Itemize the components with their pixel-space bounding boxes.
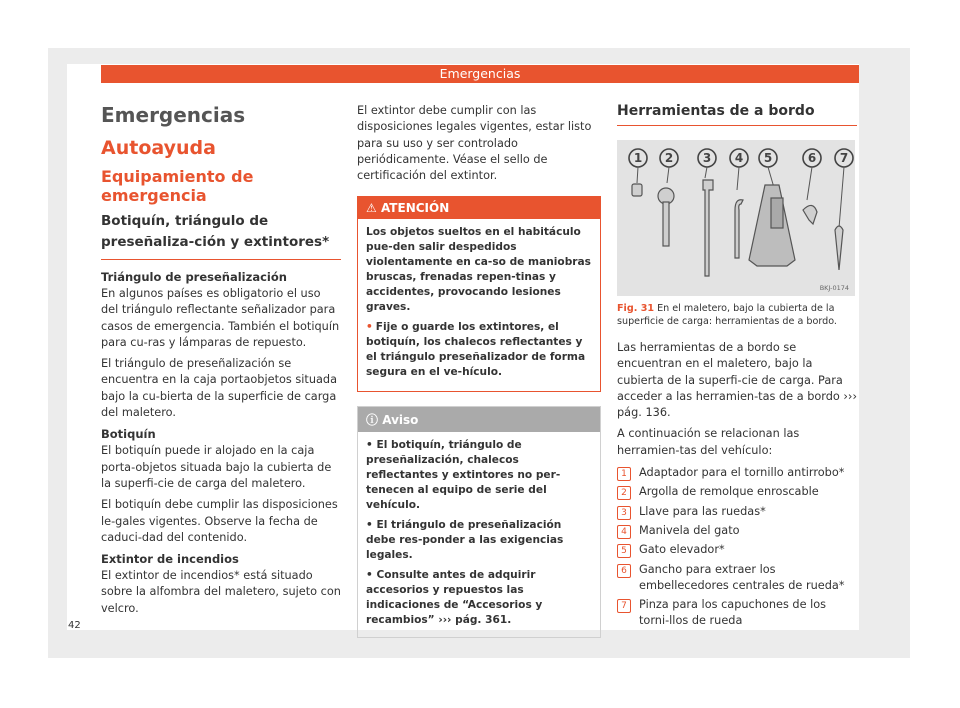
subheading-first-aid: Botiquín — [101, 427, 156, 442]
list-item — [617, 523, 857, 539]
figure-number: Fig. 31 — [617, 303, 655, 314]
list-item — [617, 562, 857, 595]
warning-text: Los objetos sueltos en el habitáculo pue-den salir despedidos violentamente en ca-so de maniobras bruscas, frenadas repen-tinas y accidentes, provocando lesiones graves. — [366, 226, 591, 314]
paragraph: El botiquín debe cumplir las disposiciones le-gales vigentes. Observe la fecha de caduci-dad del contenido. — [101, 498, 338, 544]
topic-title: Botiquín, triángulo de preseñaliza-ción y extintores* — [101, 213, 330, 250]
chapter-title: Emergencias — [101, 103, 246, 127]
section-title: Autoayuda — [101, 137, 216, 159]
note-item: • El botiquín, triángulo de preseñalización, chalecos reflectantes y extintores no per-tenecen al equipo de serie del vehículo. — [366, 439, 561, 512]
item-number-badge: 7 — [617, 599, 631, 613]
item-text: Manivela del gato — [639, 523, 740, 537]
note-box — [357, 406, 601, 638]
bullet-icon: • — [366, 321, 373, 334]
caption-text: En el maletero, bajo la cubierta de la superficie de carga: herramientas de a bordo. — [617, 303, 837, 327]
subheading-triangle: Triángulo de preseñalización — [101, 270, 287, 284]
callout-label: 5 — [763, 151, 773, 165]
callout-label: 1 — [633, 151, 643, 165]
anti-theft-adapter-icon — [632, 184, 642, 196]
callout-label: 7 — [839, 151, 849, 165]
tools-title: Herramientas de a bordo — [617, 103, 857, 126]
subheading-extinguisher: Extintor de incendios — [101, 552, 239, 567]
tow-ring-shaft-icon — [663, 202, 669, 246]
note-header — [358, 407, 600, 432]
note-body — [358, 432, 600, 637]
page-header: Emergencias — [101, 65, 859, 83]
divider — [101, 259, 341, 260]
callout-label: 2 — [664, 151, 674, 165]
warning-icon: ⚠ — [366, 201, 377, 216]
list-item — [617, 465, 857, 481]
tools-figure — [617, 140, 855, 296]
paragraph: Las herramientas de a bordo se encuentran en el maletero, bajo la cubierta de la superfi-cie de carga. Para acceder a las herramien-tas de a bordo ››› pág. 136. — [617, 341, 857, 420]
item-number-badge: 5 — [617, 544, 631, 558]
column-right — [617, 103, 857, 633]
callout-label: 4 — [734, 151, 744, 165]
item-text: Llave para las ruedas* — [639, 504, 766, 518]
note-item: • Consulte antes de adquirir accesorios y repuestos las indicaciones de “Accesorios y recambios” ››› pág. 361. — [366, 569, 543, 627]
paragraph: A continuación se relacionan las herramien-tas del vehículo: — [617, 427, 800, 457]
list-item — [617, 504, 857, 520]
note-title: Aviso — [382, 413, 419, 428]
page-number: 42 — [68, 620, 81, 631]
paragraph: El extintor debe cumplir con las disposiciones legales vigentes, estar listo para su uso y ser controlado periódicamente. Véase el sello de certificación del extintor. — [357, 104, 592, 183]
car-jack-plate-icon — [771, 198, 783, 228]
note-item-text: Consulte antes de adquirir accesorios y repuestos las indicaciones de “Accesorios y recambios” ››› pág. 361. — [366, 569, 543, 627]
tool-list — [617, 465, 857, 630]
warning-bullet-text: Fije o guarde los extintores, el botiquín, los chalecos reflectantes y el triángulo preseñalizador de forma segura en el ve-hículo. — [366, 321, 586, 379]
warning-title: ATENCIÓN — [380, 201, 450, 216]
item-number-badge: 2 — [617, 486, 631, 500]
item-text: Adaptador para el tornillo antirrobo* — [639, 466, 845, 480]
note-item: • El triángulo de preseñalización debe res-ponder a las exigencias legales. — [366, 519, 564, 562]
item-text: Gato elevador* — [639, 543, 725, 557]
item-text: Argolla de remolque enroscable — [639, 485, 819, 499]
item-number-badge: 6 — [617, 564, 631, 578]
info-icon: ⓘ — [366, 413, 379, 428]
callout-label: 3 — [702, 151, 712, 165]
column-left — [101, 103, 341, 622]
subsection-title: Equipamiento de emergencia — [101, 167, 254, 205]
item-text: Gancho para extraer los embellecedores centrales de rueda* — [639, 562, 845, 592]
item-number-badge: 3 — [617, 506, 631, 520]
warning-bullet-item — [366, 320, 592, 380]
list-item — [617, 484, 857, 500]
warning-header — [358, 197, 600, 219]
list-item — [617, 542, 857, 558]
item-number-badge: 4 — [617, 525, 631, 539]
warning-body — [358, 219, 600, 391]
column-middle — [357, 103, 601, 638]
note-item-text: El botiquín, triángulo de preseñalización, chalecos reflectantes y extintores no per-tenecen al equipo de serie del vehículo. — [366, 439, 561, 512]
note-item-text: El triángulo de preseñalización debe res-ponder a las exigencias legales. — [366, 519, 564, 562]
list-item — [617, 597, 857, 630]
warning-box — [357, 196, 601, 392]
callout-label: 6 — [807, 151, 817, 165]
figure-caption — [617, 302, 857, 328]
item-number-badge: 1 — [617, 467, 631, 481]
item-text: Pinza para los capuchones de los torni-llos de rueda — [639, 598, 827, 628]
paragraph: El botiquín puede ir alojado en la caja porta-objetos situada bajo la cubierta de la superfi-cie de carga del maletero. — [101, 444, 332, 490]
paragraph: El extintor de incendios* está situado sobre la alfombra del maletero, sujeto con velcro. — [101, 569, 341, 615]
figure-code: BKJ-0174 — [819, 284, 849, 292]
tools-illustration — [617, 140, 855, 296]
paragraph: El triángulo de preseñalización se encuentra en la caja portaobjetos situada bajo la cu-bierta de la superficie de carga del maletero. — [101, 357, 338, 420]
paragraph: En algunos países es obligatorio el uso del triángulo reflectante señalizador para casos de emergencia. También el botiquín para cu-ras y lámparas de repuesto. — [101, 287, 340, 349]
